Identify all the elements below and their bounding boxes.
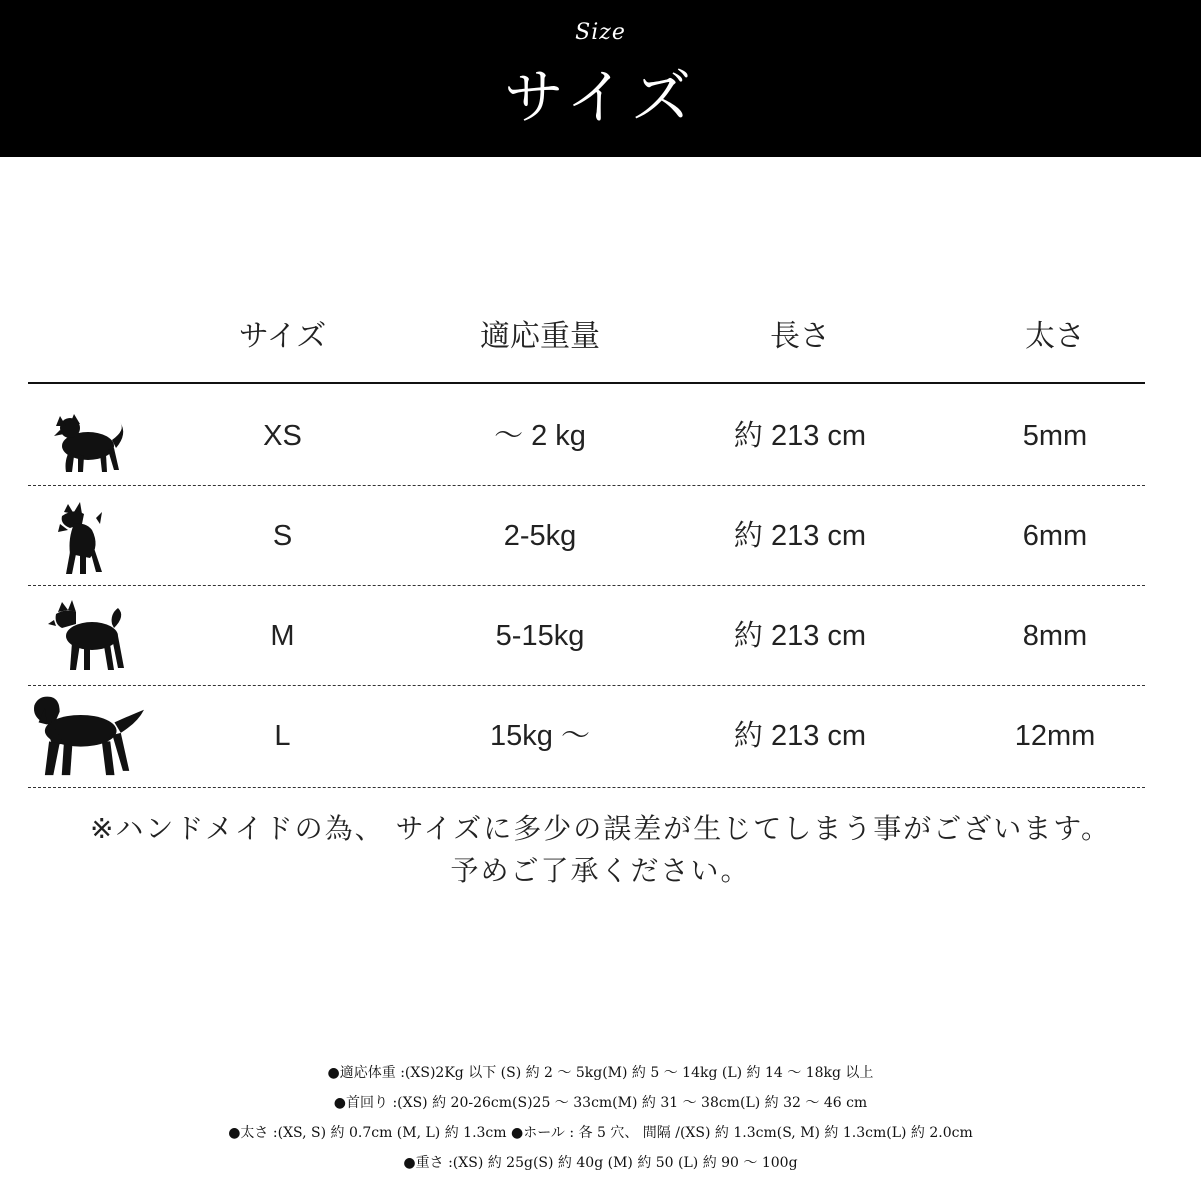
row-thickness: 12mm xyxy=(1014,720,1096,752)
row-weight: 5-15kg xyxy=(495,620,585,652)
table-row xyxy=(0,686,1201,788)
row-weight: ～ 2 kg xyxy=(494,420,586,452)
row-length: 約 213 cm xyxy=(733,520,867,552)
notice-line-1: ※ハンドメイドの為、 サイズに多少の誤差が生じてしまう事がございます。 xyxy=(89,812,1112,845)
retriever-dog-icon xyxy=(28,690,144,780)
row-size: L xyxy=(274,720,291,752)
row-thickness: 5mm xyxy=(1022,420,1088,452)
row-length: 約 213 cm xyxy=(733,620,867,652)
schnauzer-dog-icon xyxy=(30,494,140,578)
header-title: サイズ xyxy=(503,63,698,133)
row-weight: 2-5kg xyxy=(503,520,577,552)
row-length: 約 213 cm xyxy=(733,720,867,752)
row-divider xyxy=(28,787,1145,788)
row-thickness: 6mm xyxy=(1022,520,1088,552)
row-weight: 15kg ～ xyxy=(490,720,590,752)
page-header xyxy=(0,0,1201,157)
header-subtitle: Size xyxy=(575,20,626,45)
column-header-thickness: 太さ xyxy=(1025,319,1085,354)
table-row xyxy=(0,486,1201,586)
notice-line-2: 予めご了承ください。 xyxy=(450,854,751,887)
column-header-size: サイズ xyxy=(238,319,327,354)
header-rule xyxy=(28,382,1145,384)
column-header-length: 長さ xyxy=(770,319,830,354)
column-header-weight: 適応重量 xyxy=(480,319,600,354)
spec-weight: ●適応体重 :(XS)2Kg 以下 (S) 約 2 ～ 5kg(M) 約 5 ～ 14kg (L) 約 14 ～ 18kg 以上 xyxy=(327,1065,874,1081)
table-row xyxy=(0,586,1201,686)
spec-thickness-holes: ●太さ :(XS, S) 約 0.7cm (M, L) 約 1.3cm ●ホール : 各 5 穴、 間隔 /(XS) 約 1.3cm(S, M) 約 1.3cm(L) 約 2.0cm xyxy=(228,1125,973,1141)
handmade-notice xyxy=(0,808,1201,892)
table-row xyxy=(0,386,1201,486)
row-size: XS xyxy=(263,420,302,452)
spec-mass: ●重さ :(XS) 約 25g(S) 約 40g (M) 約 50 (L) 約 90 ～ 100g xyxy=(403,1155,798,1171)
shiba-dog-icon xyxy=(30,594,140,678)
row-size: S xyxy=(272,520,293,552)
row-thickness: 8mm xyxy=(1022,620,1088,652)
spec-neck: ●首回り :(XS) 約 20-26cm(S)25 ～ 33cm(M) 約 31 ～ 38cm(L) 約 32 ～ 46 cm xyxy=(333,1095,868,1111)
small-longhair-dog-icon xyxy=(30,394,140,478)
spec-list xyxy=(0,1058,1201,1178)
row-size: M xyxy=(270,620,295,652)
row-length: 約 213 cm xyxy=(733,420,867,452)
